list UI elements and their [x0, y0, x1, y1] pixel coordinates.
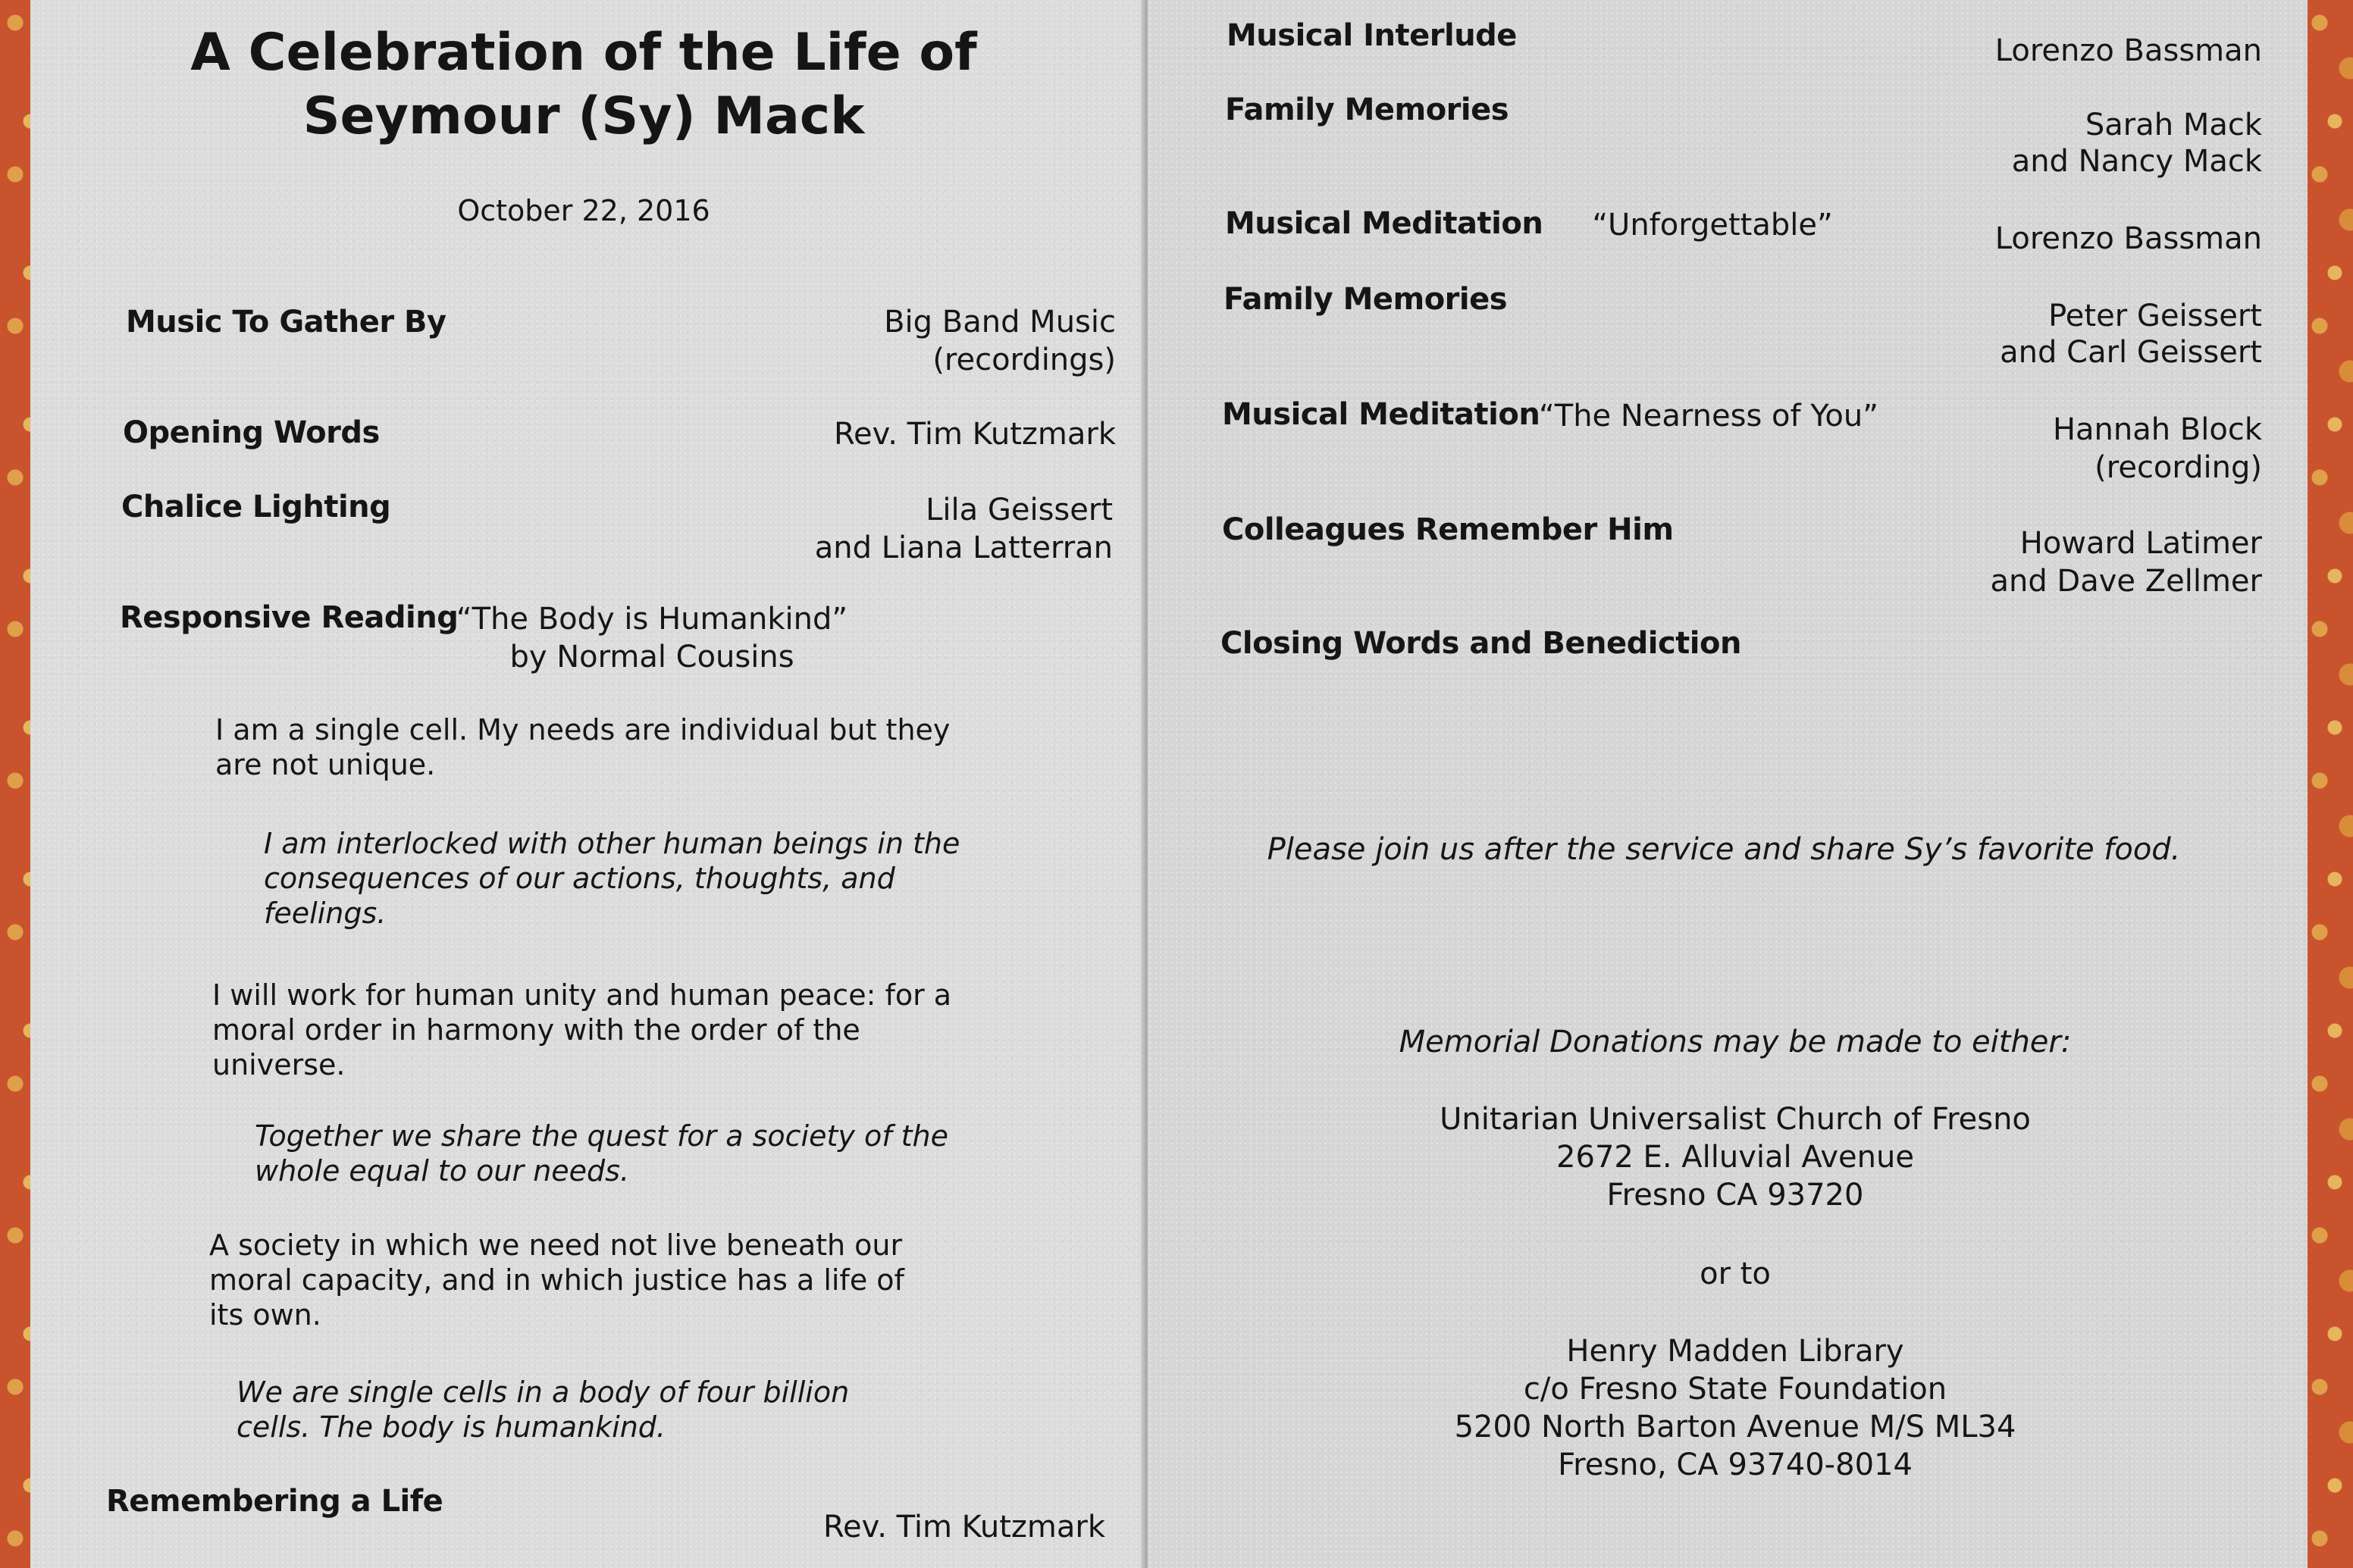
program-value-line1: Peter Geissert — [2048, 299, 2262, 333]
org1-name: Unitarian Universalist Church of Fresno — [1440, 1102, 2031, 1137]
right-page — [1148, 0, 2308, 1568]
org2-care-of: c/o Fresno State Foundation — [1523, 1372, 1947, 1407]
program-label-colleagues-remember-him: Colleagues Remember Him — [1222, 512, 1674, 547]
program-label-responsive-reading: Responsive Reading — [120, 600, 459, 635]
reading-paragraph: A society in which we need not live beneath our moral capacity, and in which justice has a life of its own. — [209, 1228, 904, 1332]
program-label-closing-words: Closing Words and Benediction — [1220, 626, 1741, 661]
program-label-music-to-gather: Music To Gather By — [126, 305, 446, 340]
org2-city: Fresno, CA 93740-8014 — [1558, 1448, 1913, 1482]
song-title: “Unforgettable” — [1592, 208, 1833, 243]
program-label-musical-meditation: Musical Meditation — [1225, 206, 1543, 241]
program-label-musical-meditation: Musical Meditation — [1222, 397, 1540, 432]
program-label-family-memories: Family Memories — [1223, 282, 1508, 317]
reading-paragraph: I will work for human unity and human peace: for a moral order in harmony with the order of the universe. — [212, 978, 952, 1081]
program-value-line1: Lila Geissert — [926, 493, 1113, 527]
program-value-line1: Hannah Block — [2052, 412, 2262, 447]
program-label-chalice-lighting: Chalice Lighting — [121, 490, 391, 524]
song-title: “The Nearness of You” — [1539, 399, 1878, 433]
reading-title: “The Body is Humankind” — [456, 602, 848, 637]
program-value-line1: Howard Latimer — [2019, 526, 2262, 561]
program-label-family-memories: Family Memories — [1225, 92, 1509, 127]
program-value-line1: Rev. Tim Kutzmark — [834, 417, 1116, 452]
reading-paragraph-italic: I am interlocked with other human beings in the consequences of our actions, thoughts, and feelings. — [264, 827, 960, 930]
left-page — [30, 0, 1145, 1568]
program-value-line2: and Dave Zellmer — [1990, 564, 2262, 599]
program-value-line2: (recordings) — [932, 343, 1116, 377]
org1-city: Fresno CA 93720 — [1606, 1178, 1864, 1213]
program-label-opening-words: Opening Words — [123, 415, 380, 450]
program-value-line1: Sarah Mack — [2085, 108, 2262, 142]
program-value-line2: and Nancy Mack — [2011, 144, 2262, 179]
reading-paragraph-italic: Together we share the quest for a society of the whole equal to our needs. — [255, 1119, 949, 1188]
program-value-line1: Lorenzo Bassman — [1994, 221, 2262, 256]
title-line-1: A Celebration of the Life of — [190, 23, 977, 83]
org2-street: 5200 North Barton Avenue M/S ML34 — [1454, 1410, 2016, 1444]
title-line-2: Seymour (Sy) Mack — [302, 86, 865, 146]
program-value-line1: Lorenzo Bassman — [1994, 33, 2262, 68]
service-date: October 22, 2016 — [457, 194, 710, 227]
program-value-line1: Rev. Tim Kutzmark — [823, 1510, 1105, 1545]
reading-paragraph-italic: We are single cells in a body of four billion cells. The body is humankind. — [237, 1376, 850, 1444]
program-label-musical-interlude: Musical Interlude — [1227, 18, 1517, 53]
program-label-remembering-a-life: Remembering a Life — [106, 1484, 443, 1519]
program-value-line2: (recording) — [2095, 450, 2262, 485]
org1-street: 2672 E. Alluvial Avenue — [1556, 1140, 1914, 1175]
program-value-line1: Big Band Music — [884, 305, 1116, 340]
reading-paragraph: I am a single cell. My needs are individual but they are not unique. — [215, 713, 951, 781]
program-value-line2: and Liana Latterran — [814, 530, 1113, 565]
reading-author: by Normal Cousins — [509, 640, 794, 674]
donations-heading: Memorial Donations may be made to either: — [1399, 1025, 2072, 1059]
program-value-line2: and Carl Geissert — [2000, 335, 2262, 370]
or-to-text: or to — [1700, 1257, 1771, 1291]
org2-name: Henry Madden Library — [1566, 1334, 1904, 1369]
reception-invitation: Please join us after the service and share Sy’s favorite food. — [1267, 832, 2181, 867]
